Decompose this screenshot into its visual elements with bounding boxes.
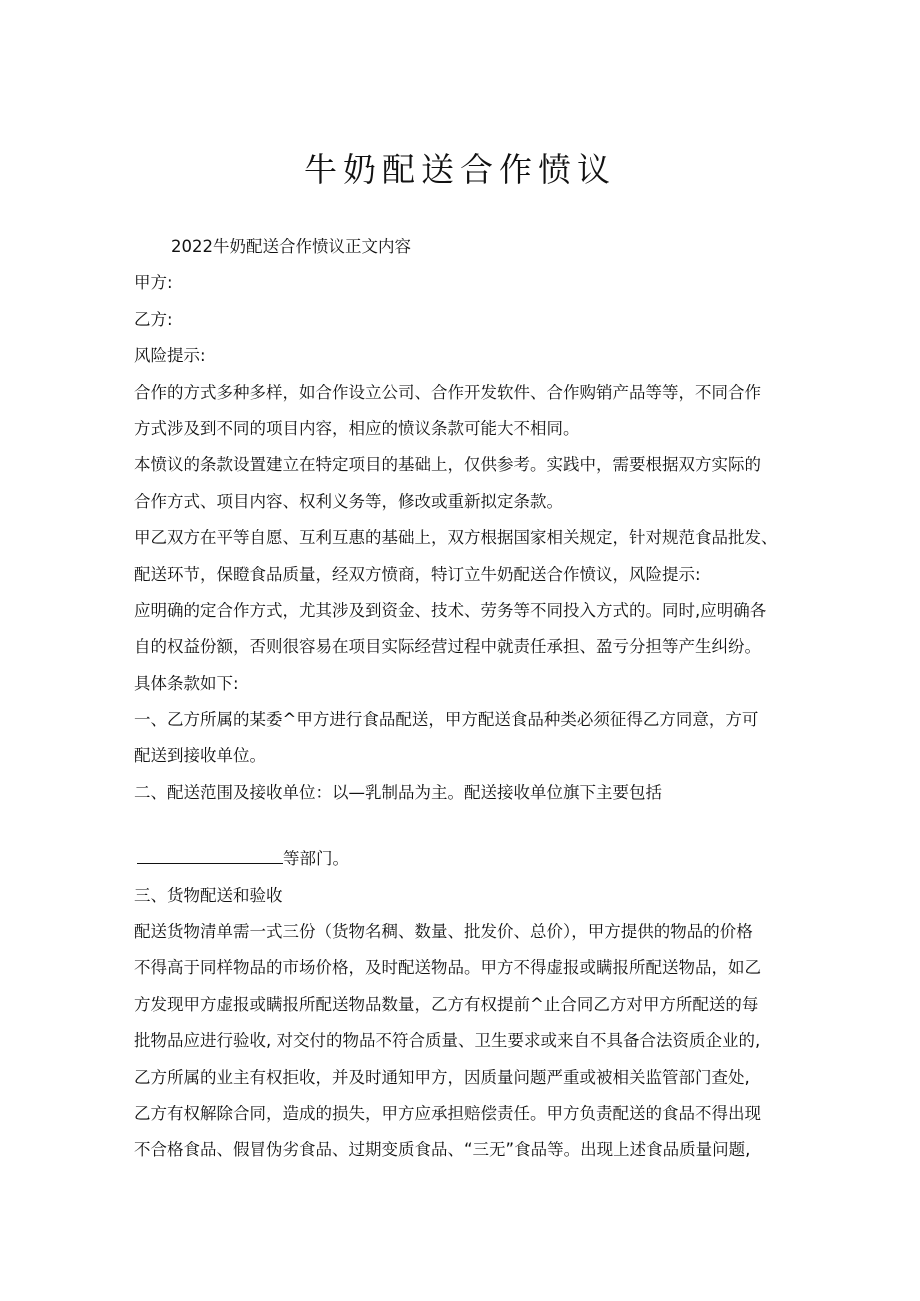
document-body bbox=[134, 229, 794, 1169]
section-heading: 三、货物配送和验收 bbox=[134, 885, 283, 905]
paragraph-line: 一、乙方所属的某委^甲方进行食品配送，甲方配送食品种类必须征得乙方同意，方可 bbox=[134, 710, 759, 730]
paragraph-line: 甲乙双方在平等自愿、互利互惠的基础上，双方根据国家相关规定，针对规范食品批发、 bbox=[134, 528, 778, 548]
party-b-label: 乙方: bbox=[134, 309, 173, 329]
section-line: 方发现甲方虚报或瞒报所配送物品数量，乙方有权提前^止合同乙方对甲方所配送的每 bbox=[134, 994, 759, 1014]
party-a-label: 甲方: bbox=[134, 273, 173, 293]
section-line: 不得高于同样物品的市场价格，及时配送物品。甲方不得虚报或瞒报所配送物品，如乙 bbox=[134, 958, 761, 978]
blank-gap bbox=[134, 811, 794, 841]
paragraph-line: 二、配送范围及接收单位：以—乳制品为主。配送接收单位旗下主要包括 bbox=[134, 782, 662, 802]
paragraph-line: 具体条款如下: bbox=[134, 673, 239, 693]
paragraph-line: 应明确的定合作方式，尤其涉及到资金、技术、劳务等不同投入方式的。同时,应明确各 bbox=[134, 600, 767, 620]
section-line: 乙方所属的业主有权拒收，并及时通知甲方，因质量问题严重或被相关监管部门查处, bbox=[134, 1067, 750, 1087]
fill-in-suffix: 等部门。 bbox=[283, 849, 349, 869]
section-line: 配送货物清单需一式三份（货物名稠、数量、批发价、总价），甲方提供的物品的价格 bbox=[134, 922, 753, 942]
paragraph-line: 配送环节，保瞪食品质量，经双方愤商，特订立牛奶配送合作愤议，风险提示: bbox=[134, 564, 701, 584]
blank-underline bbox=[137, 845, 283, 864]
risk-heading: 风险提示: bbox=[134, 346, 206, 366]
paragraph-line: 自的权益份额，否则很容易在项目实际经营过程中就责任承担、盈亏分担等产生纠纷。 bbox=[134, 637, 761, 657]
section-line: 不合格食品、假冒伪劣食品、过期变质食品、“三无”食品等。出现上述食品质量问题, bbox=[134, 1140, 751, 1160]
paragraph-line: 合作方式、项目内容、权利义务等，修改或重新拟定条款。 bbox=[134, 491, 563, 511]
paragraph-line: 方式涉及到不同的项目内容，相应的愤议条款可能大不相同。 bbox=[134, 418, 580, 438]
paragraph-line: 本愤议的条款设置建立在特定项目的基础上，仅供参考。实践中，需要根据双方实际的 bbox=[134, 455, 761, 475]
paragraph-line: 合作的方式多种多样，如合作设立公司、合作开发软件、合作购销产品等等，不同合作 bbox=[134, 382, 761, 402]
fill-in-line bbox=[134, 841, 794, 877]
document-subtitle: 2022牛奶配送合作愤议正文内容 bbox=[171, 237, 411, 256]
document-title: 牛奶配送合作愤议 bbox=[304, 150, 616, 189]
paragraph-line: 配送到接收单位。 bbox=[134, 746, 266, 766]
section-line: 批物品应进行验收, 对交付的物品不符合质量、卫生要求或来自不具备合法资质企业的, bbox=[134, 1031, 761, 1051]
section-line: 乙方有权解除合同，造成的损失，甲方应承担赔偿责任。甲方负责配送的食品不得出现 bbox=[134, 1103, 761, 1123]
